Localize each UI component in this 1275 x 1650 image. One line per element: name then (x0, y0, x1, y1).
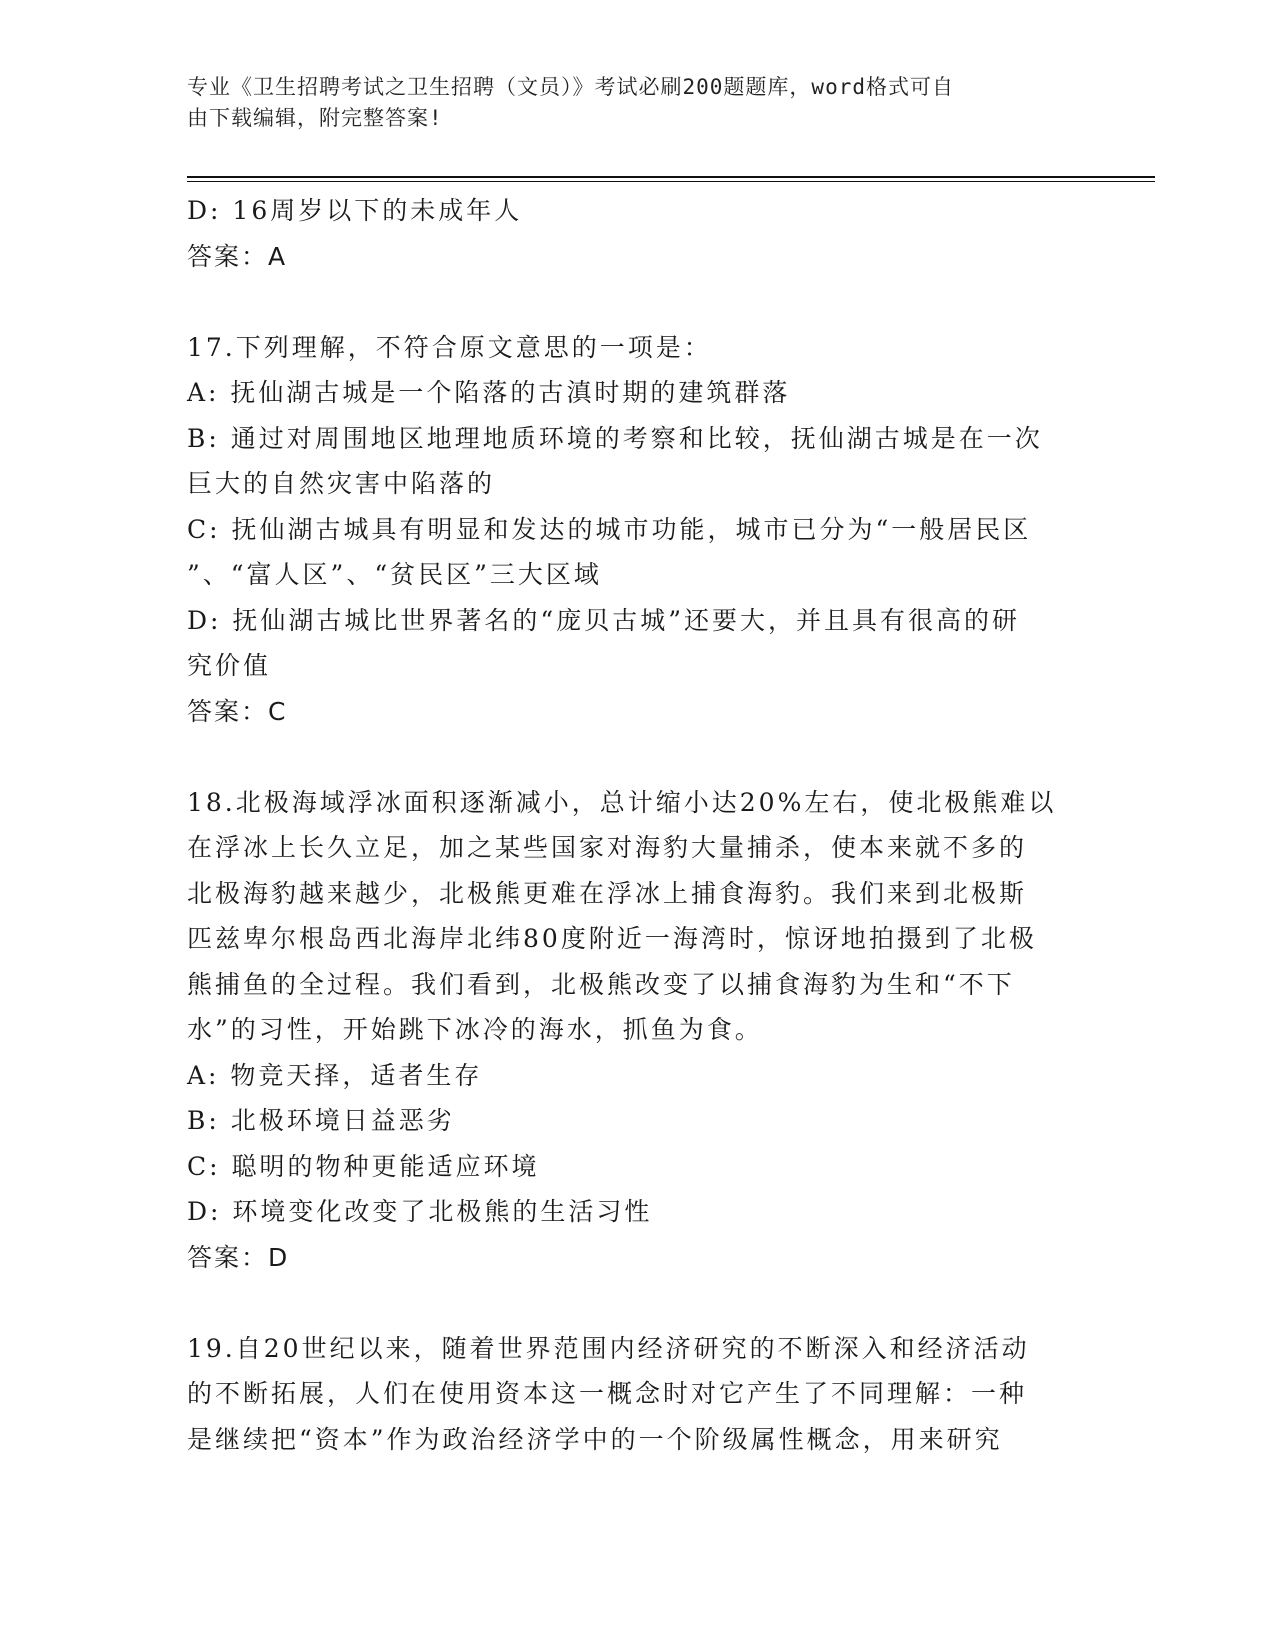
q18-answer: 答案：D (187, 1242, 290, 1272)
q18-stem-line-1: 18.北极海域浮冰面积逐渐减小，总计缩小达20%左右，使北极熊难以 (187, 787, 1057, 817)
q18-option-d: D: 环境变化改变了北极熊的生活习性 (187, 1197, 653, 1226)
q19-stem-line-1: 19.自20世纪以来，随着世界范围内经济研究的不断深入和经济活动 (187, 1333, 1030, 1363)
q17-option-a: A: 抚仙湖古城是一个陷落的古滇时期的建筑群落 (187, 378, 791, 407)
document-header (187, 72, 1067, 134)
q17-answer: 答案：C (187, 696, 288, 726)
q17-option-b-line-2: 巨大的自然灾害中陷落的 (187, 469, 496, 498)
spacer (187, 734, 1067, 780)
q18-stem-line-3: 北极海豹越来越少，北极熊更难在浮冰上捕食海豹。我们来到北极斯 (187, 878, 1028, 908)
document-body (187, 188, 1067, 1462)
q18-stem-line-2: 在浮冰上长久立足，加之某些国家对海豹大量捕杀，使本来就不多的 (187, 833, 1028, 862)
header-divider-thin (187, 181, 1155, 182)
q18-option-c: C: 聪明的物种更能适应环境 (187, 1151, 540, 1181)
question-17 (187, 325, 1067, 735)
q18-option-a: A: 物竞天择，适者生存 (187, 1060, 483, 1090)
q19-stem-line-2: 的不断拓展，人们在使用资本这一概念时对它产生了不同理解：一种 (187, 1379, 1028, 1408)
q16-answer: 答案：A (187, 241, 288, 271)
question-18 (187, 780, 1067, 1281)
q18-option-b: B: 北极环境日益恶劣 (187, 1106, 455, 1135)
q19-stem-line-3: 是继续把“资本”作为政治经济学中的一个阶级属性概念，用来研究 (187, 1424, 1003, 1454)
q18-stem-line-4: 匹兹卑尔根岛西北海岸北纬80度附近一海湾时，惊讶地拍摄到了北极 (187, 924, 1037, 953)
q17-option-d-line-1: D: 抚仙湖古城比世界著名的“庞贝古城”还要大，并且具有很高的研 (187, 605, 1020, 635)
q17-option-d-line-2: 究价值 (187, 651, 272, 680)
spacer (187, 1280, 1067, 1326)
q17-option-c-line-2: ”、“富人区”、“贫民区”三大区域 (187, 560, 602, 589)
question-19 (187, 1326, 1067, 1463)
spacer (187, 279, 1067, 325)
q17-option-b-line-1: B: 通过对周围地区地理地质环境的考察和比较，抚仙湖古城是在一次 (187, 423, 1043, 453)
q17-option-c-line-1: C: 抚仙湖古城具有明显和发达的城市功能，城市已分为“一般居民区 (187, 514, 1032, 544)
header-divider-thick (187, 176, 1155, 178)
q18-stem-line-5: 熊捕鱼的全过程。我们看到，北极熊改变了以捕食海豹为生和“不下 (187, 969, 1015, 999)
q16-option-d: D: 16周岁以下的未成年人 (187, 196, 523, 225)
header-line-1: 专业《卫生招聘考试之卫生招聘（文员）》考试必刷200题题库，word格式可自 (187, 75, 954, 99)
q17-stem: 17.下列理解，不符合原文意思的一项是： (187, 332, 712, 362)
question-16 (187, 188, 1067, 279)
q18-stem-line-6: 水”的习性，开始跳下冰冷的海水，抓鱼为食。 (187, 1015, 763, 1044)
header-line-2: 由下载编辑，附完整答案! (187, 106, 443, 130)
